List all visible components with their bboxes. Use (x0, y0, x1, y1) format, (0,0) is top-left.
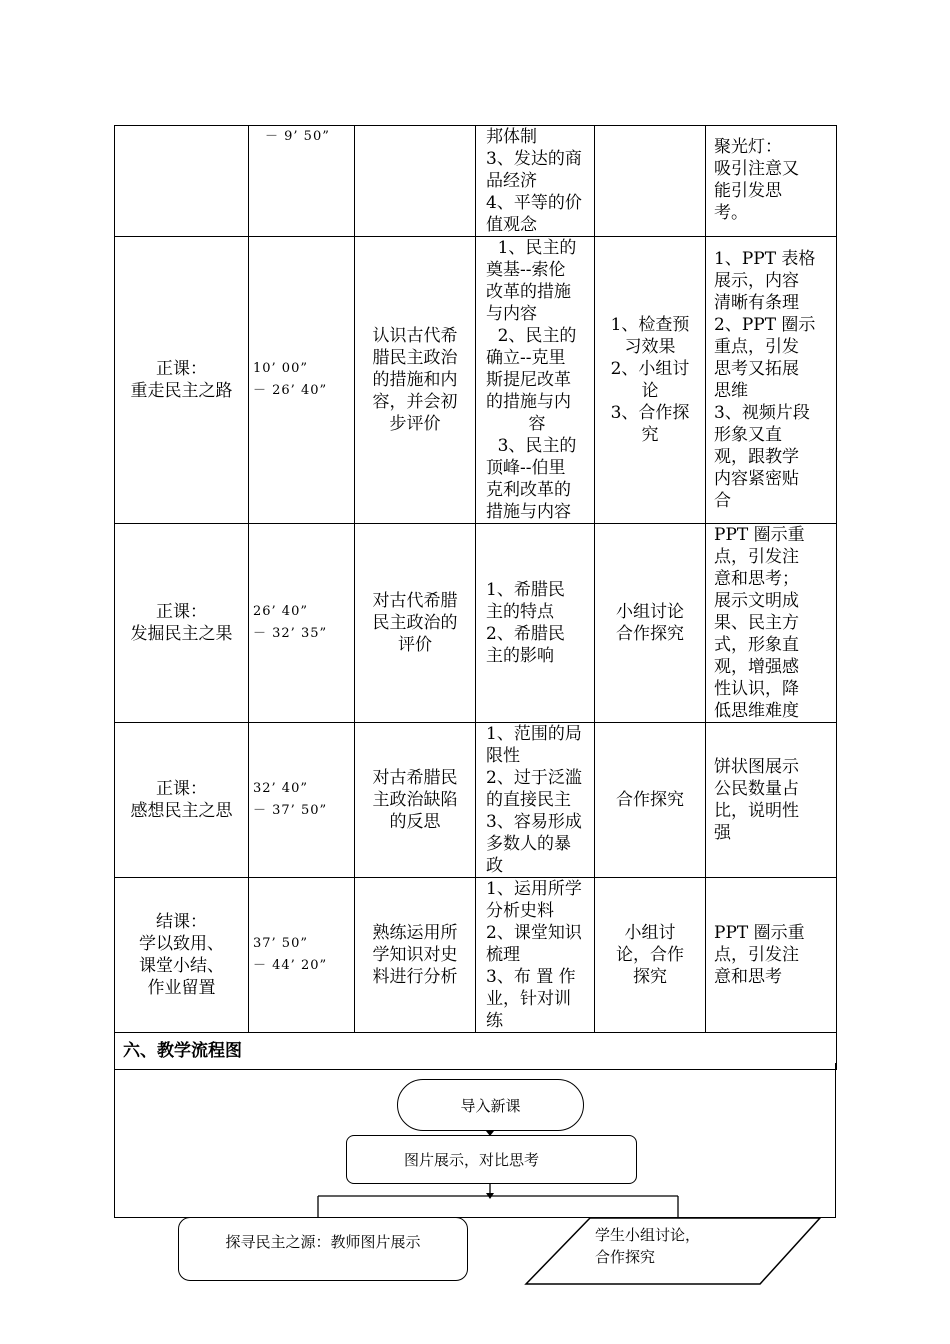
design-line: 意和思考 (714, 967, 782, 987)
method-line: 合作探究 (616, 624, 684, 644)
design-line: 吸引注意又 (714, 159, 799, 179)
design-line: 性认识，降 (714, 679, 799, 699)
goal-line: 对古代希腊 (372, 591, 458, 611)
stage-line: 课堂小结、 (139, 956, 224, 976)
method-line: 论，合作 (616, 945, 684, 965)
design-line: 1、PPT 表格 (714, 249, 816, 269)
method-line: 小组讨论 (616, 602, 684, 622)
content-line: 3、布 置 作 (486, 967, 576, 987)
content-line: 3、发达的商 (486, 149, 582, 169)
design-line: 合 (714, 491, 731, 511)
design-line: 比，说明性 (714, 801, 799, 821)
content-line: 3、容易形成 (486, 812, 582, 832)
content-line: 的直接民主 (486, 790, 571, 810)
design-line: 3、视频片段 (714, 403, 810, 423)
method-line: 合作探究 (616, 790, 684, 810)
content-line: 2、希腊民 (486, 624, 565, 644)
method-line: 2、小组讨 (610, 359, 690, 379)
method-line: 究 (641, 425, 659, 445)
content-line: 1、范围的局 (486, 724, 582, 744)
time-line: － 9’ 50” (265, 129, 330, 144)
content-line: 3、民主的 (497, 436, 577, 456)
design-line: 式，形象直 (714, 635, 799, 655)
content-line: 2、课堂知识 (486, 923, 582, 943)
content-line: 值观念 (486, 215, 537, 235)
content-line: 确立--克里 (486, 348, 566, 368)
design-line: 意和思考； (714, 569, 799, 589)
flow-node-left-branch (178, 1217, 468, 1281)
time-line: － 26’ 40” (253, 383, 328, 398)
content-line: 主的特点 (486, 602, 554, 622)
stage-line: 重走民主之路 (130, 381, 233, 401)
design-line: PPT 圈示重 (714, 923, 805, 943)
flow-start-label: 导入新课 (460, 1096, 521, 1115)
design-line: 考。 (714, 203, 748, 223)
flow-step1-label: 图片展示，对比思考 (403, 1151, 539, 1169)
stage-line: 正课： (156, 359, 207, 379)
method-line: 习效果 (624, 337, 676, 357)
design-line: 思维 (714, 381, 748, 401)
goal-line: 料进行分析 (372, 967, 458, 987)
time-line: － 37’ 50” (253, 803, 328, 818)
design-line: 2、PPT 圈示 (714, 315, 816, 335)
goal-line: 评价 (398, 635, 432, 655)
design-line: 聚光灯： (714, 137, 782, 157)
design-line: 低思维难度 (714, 701, 799, 721)
content-line: 梳理 (486, 945, 520, 965)
goal-line: 主政治缺陷 (372, 790, 458, 810)
content-line: 邦体制 (486, 127, 537, 147)
time-line: 10’ 00” (253, 361, 308, 376)
flow-node-step1 (346, 1135, 637, 1184)
content-line: 练 (486, 1011, 503, 1031)
content-line: 业，针对训 (486, 989, 571, 1009)
stage-line: 感想民主之思 (130, 801, 233, 821)
design-line: 能引发思 (714, 181, 782, 201)
method-line: 小组讨 (624, 923, 676, 943)
design-line: 形象又直 (714, 425, 782, 445)
time-line: 37’ 50” (253, 936, 308, 951)
flow-node-start (397, 1079, 584, 1131)
stage-line: 正课： (156, 779, 207, 799)
stage-line: 结课： (156, 912, 207, 932)
design-line: 内容紧密贴 (714, 469, 799, 489)
stage-line: 正课： (156, 602, 207, 622)
flow-left-branch-label: 探寻民主之源：教师图片展示 (225, 1232, 421, 1251)
content-line: 政 (486, 856, 503, 876)
content-line: 分析史料 (486, 901, 554, 921)
flow-right-line-2: 合作探究 (595, 1248, 656, 1266)
goal-line: 熟练运用所 (372, 923, 458, 943)
goal-line: 步评价 (389, 414, 441, 434)
goal-line: 容，并会初 (372, 392, 458, 412)
goal-line: 认识古代希 (372, 326, 458, 346)
method-line: 论 (641, 381, 659, 401)
content-line: 1、运用所学 (486, 879, 582, 899)
design-line: 思考又拓展 (714, 359, 799, 379)
content-line: 限性 (486, 746, 520, 766)
design-line: 点，引发注 (714, 945, 799, 965)
method-line: 探究 (633, 967, 667, 987)
section-title: 六、教学流程图 (115, 1033, 837, 1070)
time-line: 26’ 40” (253, 604, 308, 619)
time-line: － 32’ 35” (253, 626, 328, 641)
content-line: 2、民主的 (497, 326, 577, 346)
method-line: 3、合作探 (610, 403, 690, 423)
design-line: 观，跟教学 (714, 447, 799, 467)
content-line: 主的影响 (486, 646, 554, 666)
content-line: 改革的措施 (486, 282, 571, 302)
stage-line: 学以致用、 (139, 934, 224, 954)
goal-line: 的措施和内 (372, 370, 458, 390)
content-line: 品经济 (486, 171, 537, 191)
goal-line: 对古希腊民 (372, 768, 458, 788)
content-line: 1、希腊民 (486, 580, 565, 600)
content-line: 与内容 (486, 304, 537, 324)
design-line: 强 (714, 823, 731, 843)
content-line: 容 (528, 414, 546, 434)
goal-line: 腊民主政治 (372, 348, 458, 368)
method-line: 1、检查预 (610, 315, 690, 335)
design-line: 重点，引发 (714, 337, 799, 357)
content-line: 2、过于泛滥 (486, 768, 582, 788)
goal-line: 的反思 (389, 812, 441, 832)
design-line: 饼状图展示 (714, 757, 799, 777)
content-line: 措施与内容 (486, 502, 571, 522)
content-line: 奠基--索伦 (486, 260, 566, 280)
design-line: 观，增强感 (714, 657, 799, 677)
design-line: 展示文明成 (714, 591, 799, 611)
flow-right-branch-text (595, 1224, 700, 1268)
content-line: 顶峰--伯里 (486, 458, 566, 478)
content-line: 斯提尼改革 (486, 370, 571, 390)
stage-line: 作业留置 (147, 978, 216, 998)
design-line: 清晰有条理 (714, 293, 799, 313)
design-line: 公民数量占 (714, 779, 799, 799)
flow-right-line-1: 学生小组讨论， (595, 1226, 701, 1244)
content-line: 多数人的暴 (486, 834, 571, 854)
content-line: 的措施与内 (486, 392, 571, 412)
goal-line: 民主政治的 (372, 613, 458, 633)
design-line: 点，引发注 (714, 547, 799, 567)
time-line: － 44’ 20” (253, 958, 328, 973)
design-line: 展示，内容 (714, 271, 799, 291)
stage-line: 发掘民主之果 (130, 624, 233, 644)
design-line: PPT 圈示重 (714, 525, 805, 545)
goal-line: 学知识对史 (372, 945, 458, 965)
design-line: 果、民主方 (714, 613, 799, 633)
content-line: 4、平等的价 (486, 193, 582, 213)
content-line: 1、民主的 (497, 238, 577, 258)
time-line: 32’ 40” (253, 781, 308, 796)
content-line: 克利改革的 (486, 480, 571, 500)
